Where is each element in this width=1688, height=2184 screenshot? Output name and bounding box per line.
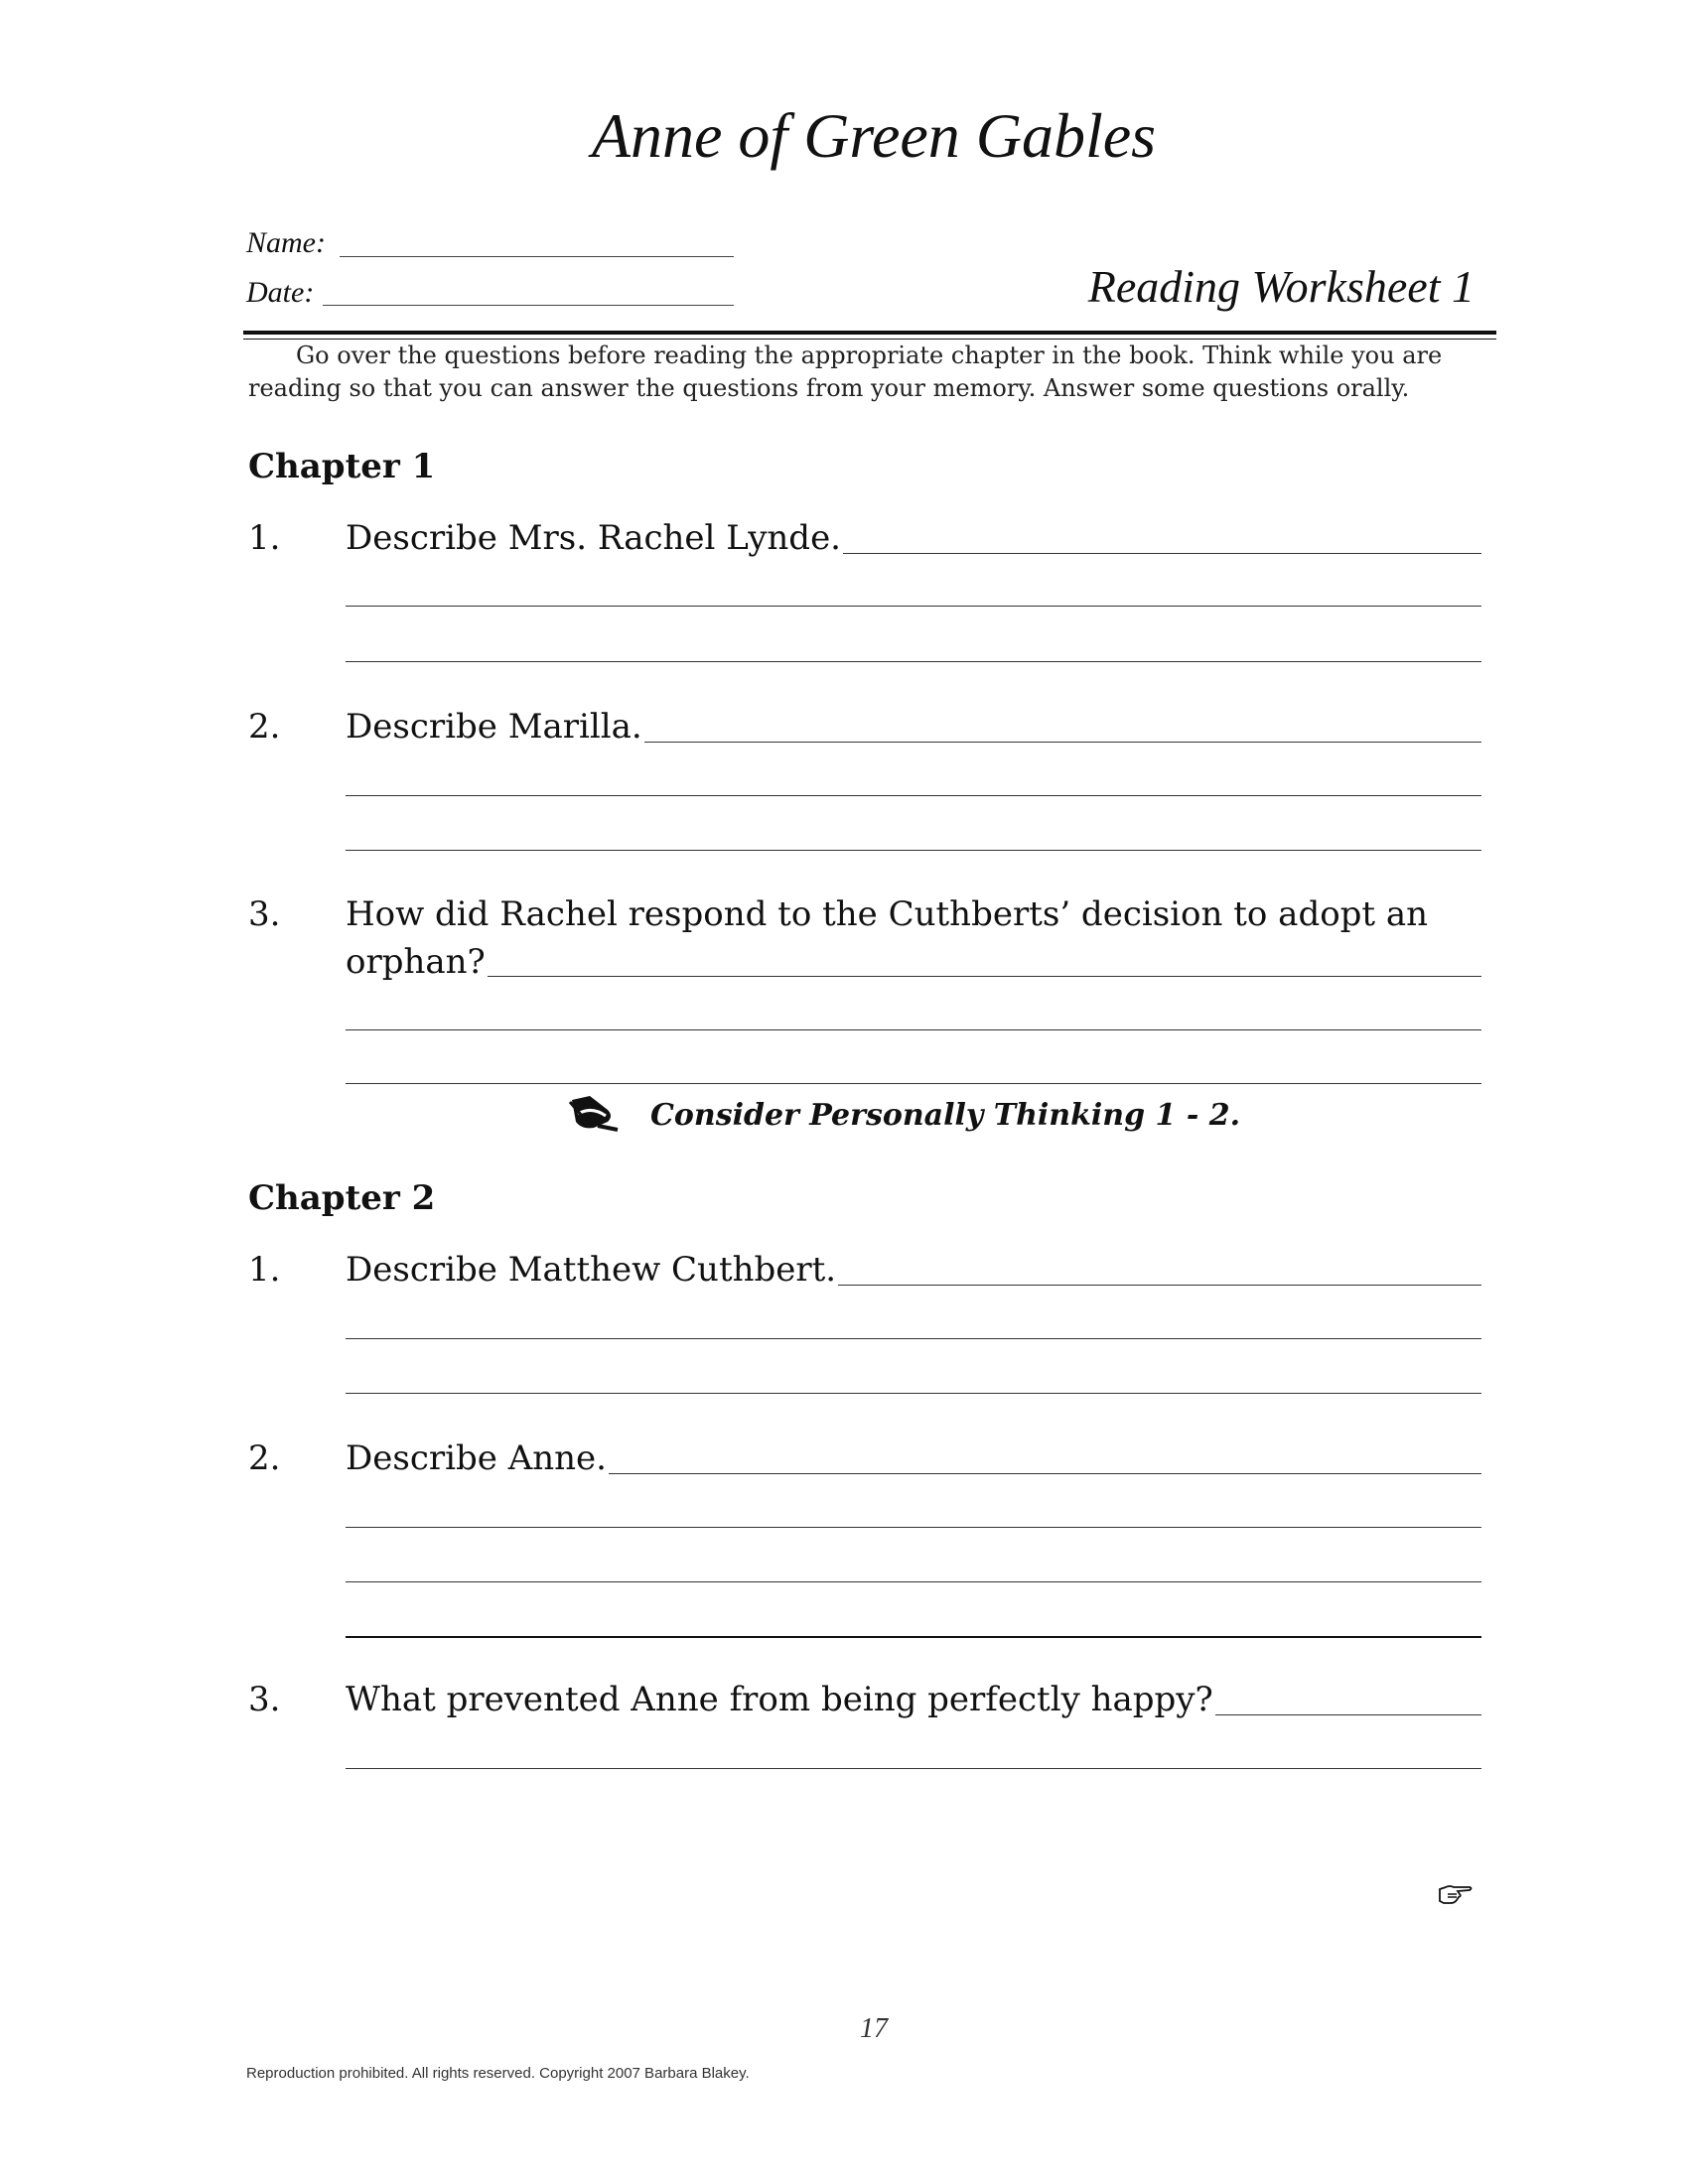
instructions-line-2: reading so that you can answer the questions from your memory. Answer some questions orally. bbox=[248, 374, 1410, 402]
question-text: Describe Anne. bbox=[346, 1438, 607, 1478]
pointing-hand-icon bbox=[1438, 1883, 1474, 1907]
name-label: Name: bbox=[246, 226, 326, 259]
writing-hand-icon bbox=[568, 1092, 624, 1136]
answer-line[interactable] bbox=[346, 1338, 1481, 1339]
answer-line[interactable] bbox=[346, 795, 1481, 796]
date-label: Date: bbox=[246, 276, 315, 309]
question-number: 1. bbox=[248, 518, 281, 558]
answer-line[interactable] bbox=[346, 850, 1481, 851]
question-text: How did Rachel respond to the Cuthberts’ decision to adopt an bbox=[346, 894, 1429, 934]
answer-line[interactable] bbox=[346, 661, 1481, 662]
answer-line[interactable] bbox=[346, 1527, 1481, 1528]
question-number: 2. bbox=[248, 707, 281, 747]
question-text: What prevented Anne from being perfectly happy? bbox=[346, 1680, 1213, 1719]
question-number: 1. bbox=[248, 1250, 281, 1290]
instructions-line-1: Go over the questions before reading the appropriate chapter in the book. Think while you are bbox=[296, 341, 1443, 369]
worksheet-subtitle: Reading Worksheet 1 bbox=[1087, 261, 1475, 312]
answer-line[interactable] bbox=[346, 976, 1481, 977]
personally-thinking-note: Consider Personally Thinking 1 - 2. bbox=[650, 1098, 1241, 1133]
question-text-continued: orphan? bbox=[346, 942, 486, 982]
header-divider bbox=[243, 331, 1496, 335]
name-field[interactable] bbox=[340, 256, 734, 257]
date-field[interactable] bbox=[323, 305, 734, 306]
answer-line[interactable] bbox=[346, 1029, 1481, 1030]
answer-line[interactable] bbox=[346, 1768, 1481, 1769]
chapter-2-heading: Chapter 2 bbox=[248, 1178, 436, 1218]
question-number: 3. bbox=[248, 894, 281, 934]
question-number: 2. bbox=[248, 1438, 281, 1478]
worksheet-book-title: Anne of Green Gables bbox=[591, 100, 1157, 171]
question-number: 3. bbox=[248, 1680, 281, 1719]
copyright-notice: Reproduction prohibited. All rights reserved. Copyright 2007 Barbara Blakey. bbox=[246, 2065, 750, 2082]
page-number: 17 bbox=[860, 2013, 888, 2044]
answer-line[interactable] bbox=[346, 606, 1481, 607]
question-text: Describe Marilla. bbox=[346, 707, 642, 747]
chapter-1-heading: Chapter 1 bbox=[248, 447, 436, 486]
question-text: Describe Matthew Cuthbert. bbox=[346, 1250, 837, 1290]
answer-line[interactable] bbox=[346, 1393, 1481, 1394]
answer-line[interactable] bbox=[346, 1083, 1481, 1084]
answer-line[interactable] bbox=[346, 1636, 1481, 1638]
answer-line[interactable] bbox=[346, 1581, 1481, 1582]
instructions bbox=[248, 340, 1499, 405]
question-text: Describe Mrs. Rachel Lynde. bbox=[346, 518, 841, 558]
